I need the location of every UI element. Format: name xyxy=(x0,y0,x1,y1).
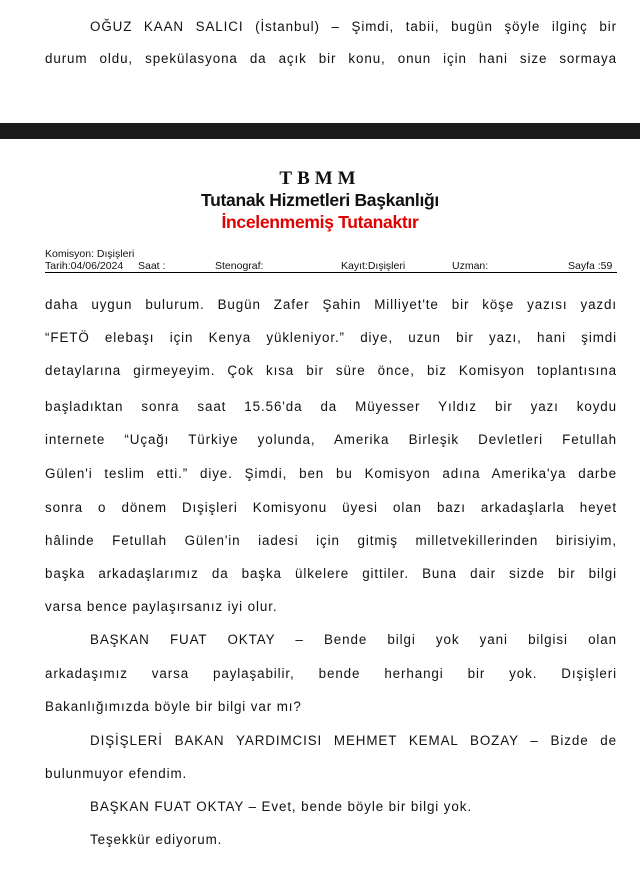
transcript-line: BAŞKAN FUAT OKTAY – Evet, bende böyle bir bilgi yok. xyxy=(90,799,472,814)
transcript-line: başladıktan sonra saat 15.56'da da Müyesser Yıldız bir yazı koydu xyxy=(45,399,617,414)
transcript-line: sonra o dönem Dışişleri Komisyonu üyesi olan bazı arkadaşlarla heyet xyxy=(45,500,617,515)
transcript-line: arkadaşımız varsa paylaşabilir, bende herhangi bir yok. Dışişleri xyxy=(45,666,617,681)
meta-stenograf: Stenograf: xyxy=(215,260,264,272)
meta-uzman: Uzman: xyxy=(452,260,489,272)
meta-kayit: Kayıt:Dışişleri xyxy=(341,260,406,272)
transcript-line: DIŞİŞLERİ BAKAN YARDIMCISI MEHMET KEMAL BOZAY – Bizde de xyxy=(90,733,617,748)
meta-saat: Saat : xyxy=(138,260,166,272)
transcript-line: başka arkadaşlarımız da başka ülkelere gittiler. Buna dair sizde bir bilgi xyxy=(45,566,617,581)
meta-sayfa: Sayfa :59 xyxy=(568,260,613,272)
page-break-bar xyxy=(0,123,640,139)
transcript-line: hâlinde Fetullah Gülen'in iadesi için gitmiş milletvekillerinden birisiyim, xyxy=(45,533,617,548)
transcript-line: durum oldu, spekülasyona da açık bir konu, onun için hani size sormaya xyxy=(45,51,617,66)
transcript-line: internete “Uçağı Türkiye yolunda, Amerika Birleşik Devletleri Fetullah xyxy=(45,432,617,447)
transcript-line: varsa bence paylaşırsanız iyi olur. xyxy=(45,599,278,614)
header-office: Tutanak Hizmetleri Başkanlığı xyxy=(201,190,439,210)
header-tbmm: TBMM xyxy=(279,168,361,189)
header-rule xyxy=(45,272,617,273)
transcript-line: OĞUZ KAAN SALICI (İstanbul) – Şimdi, tabii, bugün şöyle ilginç bir xyxy=(90,19,617,34)
meta-komisyon: Komisyon: Dışişleri xyxy=(45,248,135,260)
header-unreviewed-notice: İncelenmemiş Tutanaktır xyxy=(221,212,419,232)
transcript-line: detaylarına girmeyeyim. Çok kısa bir süre önce, biz Komisyon toplantısına xyxy=(45,363,617,378)
transcript-line: daha uygun bulurum. Bugün Zafer Şahin Milliyet'te bir köşe yazısı yazdı xyxy=(45,297,617,312)
transcript-line: “FETÖ elebaşı için Kenya yükleniyor.” diye, uzun bir yazı, hani şimdi xyxy=(45,330,617,345)
transcript-line: Gülen'i teslim etti.” diye. Şimdi, ben bu Komisyon adına Amerika'ya darbe xyxy=(45,466,617,481)
transcript-line: BAŞKAN FUAT OKTAY – Bende bilgi yok yani bilgisi olan xyxy=(90,632,617,647)
transcript-line: Teşekkür ediyorum. xyxy=(90,832,223,847)
transcript-line: Bakanlığımızda böyle bir bilgi var mı? xyxy=(45,699,302,714)
transcript-line: bulunmuyor efendim. xyxy=(45,766,188,781)
meta-tarih: Tarih:04/06/2024 xyxy=(45,260,124,272)
